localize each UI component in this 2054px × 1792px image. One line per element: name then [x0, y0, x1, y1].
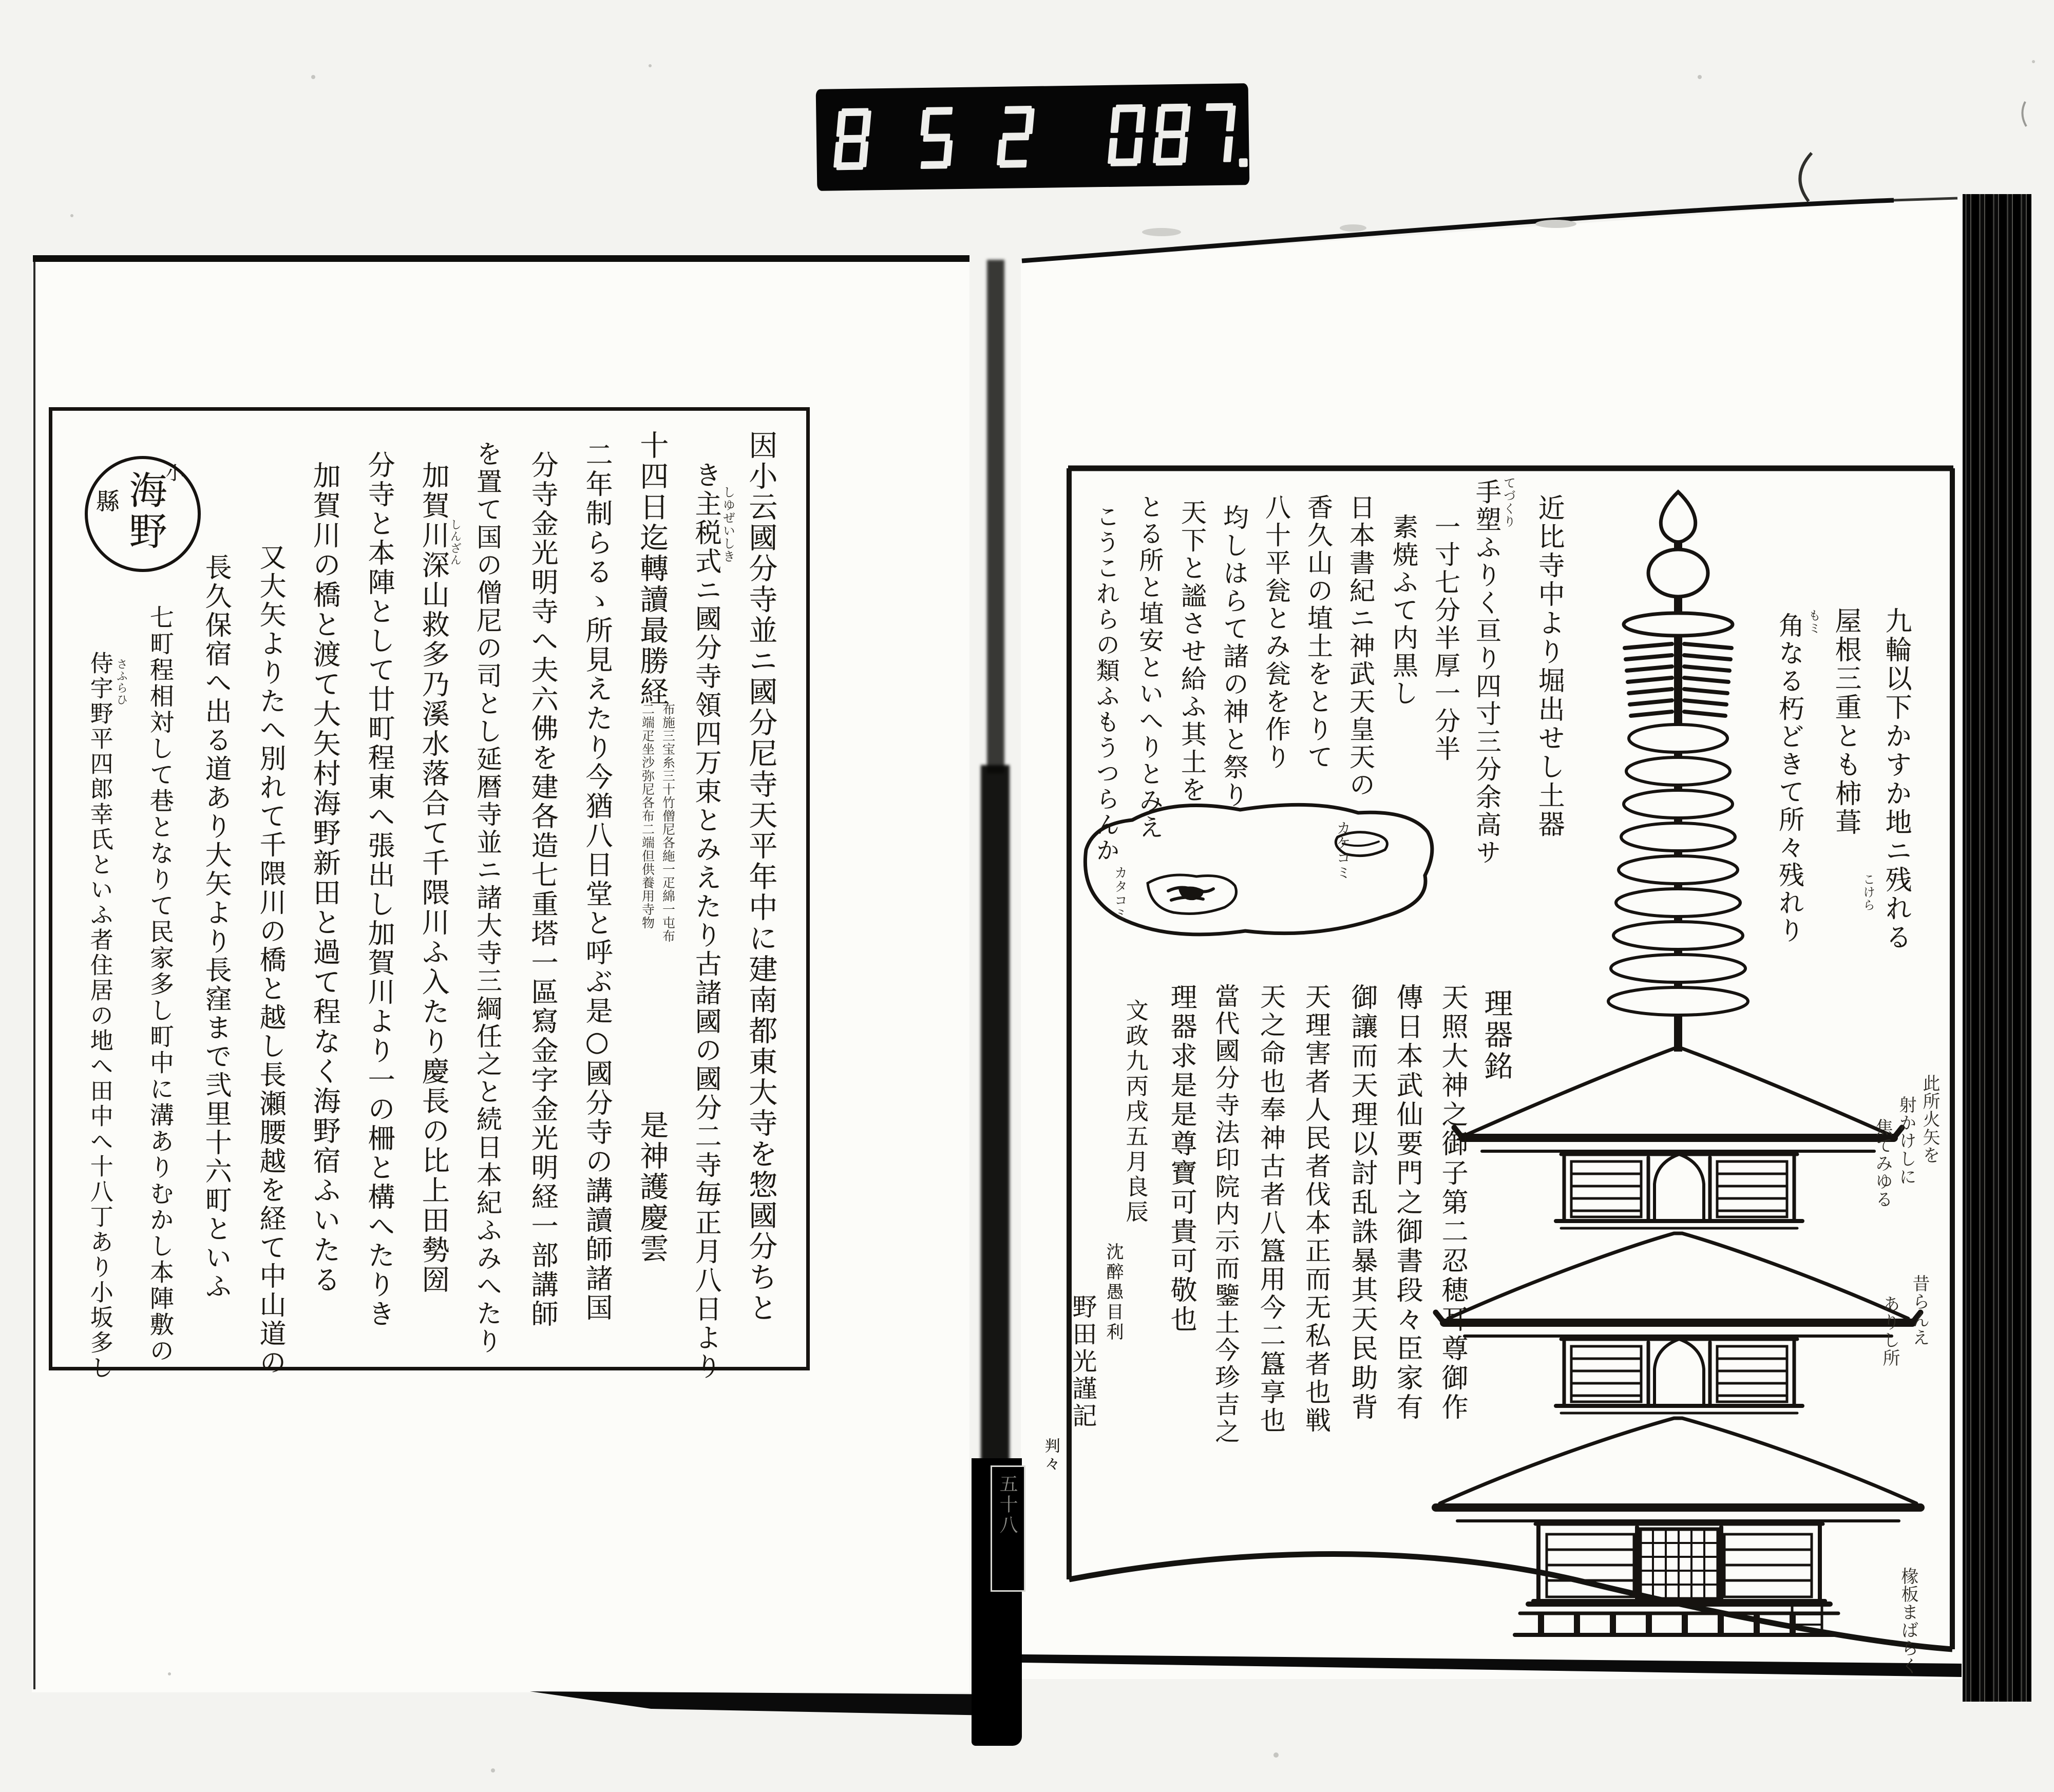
pottery-label-katakomi: カタコミ — [1112, 866, 1128, 921]
inscription-kao-mark: 判々 — [1041, 1438, 1060, 1474]
pagoda-note-old-railing-2: ありし所 — [1879, 1295, 1900, 1367]
doki-col-7: 八十平瓮とみ瓮を作り — [1261, 494, 1291, 771]
seal-name: 海野 — [123, 470, 167, 552]
text-column-8: 分寺と本陣として廿町程東へ張出し加賀川より一の柵と構へたりき — [364, 451, 395, 1329]
text-column-6: を置て国の僧尼の司とし延暦寺並ニ諸大寺三綱任之と続日本紀ふみへたり — [472, 441, 502, 1356]
counter-decimal-point — [1239, 158, 1248, 167]
inscription-col-6: 當代國分寺法印院内示而鑒土今珍吉之 — [1210, 983, 1240, 1446]
text-column-13: 侍宇野平四郎幸氏といふ者住居の地へ田中へ十八丁あり小坂多し — [86, 651, 113, 1381]
doki-col-11: こうこれらの類ふもうつらんか — [1092, 504, 1120, 864]
text-column-9: 加賀川の橋と渡て大矢村海野新田と過て程なく海野宿ふいたる — [309, 461, 341, 1295]
counter-digit — [1108, 104, 1146, 166]
pagoda-note-old-railing-1: 昔らんえ — [1909, 1274, 1930, 1346]
pagoda-note-fire-arrow-2: 射かけしに — [1896, 1096, 1917, 1186]
pottery-label-kakekomi: カケコミ — [1334, 821, 1352, 880]
pagoda-note-floorboards: 椽板まばらく — [1898, 1567, 1919, 1675]
counter-digit — [997, 106, 1035, 168]
text-column-11: 長久保宿へ出る道あり大矢より長窪まで弐里十六町といふ — [200, 554, 232, 1301]
inscription-col-1: 天照大神之御子第二忍穂耳尊御作 — [1437, 983, 1468, 1422]
doki-col-5: 日本書紀ニ神武天皇天の — [1345, 494, 1375, 799]
text-column-3-tail: 是神護慶雲 — [635, 1110, 669, 1264]
doki-col-10: とる所と埴安といへりとみえ — [1134, 494, 1164, 841]
inscription-appraiser: 沈醉愚目利 — [1103, 1243, 1124, 1343]
furigana-shuzeishiki: しゆぜいしき — [720, 486, 735, 563]
film-frame-counter — [816, 83, 1250, 191]
doki-col-1: 近比寺中より堀出せし土器 — [1533, 494, 1565, 839]
counter-digit — [1197, 103, 1236, 165]
gutter-page-number: 五十八 — [997, 1474, 1018, 1536]
seal-district-small: 小 — [163, 463, 184, 484]
pagoda-bulb — [1648, 549, 1708, 597]
text-column-3-head: 十四日迄轉讀最勝経 — [635, 430, 669, 708]
inscription-col-2: 傳日本武仙要門之御書段々臣家有 — [1392, 983, 1423, 1422]
inscription-date: 文政九丙戌五月良辰 — [1121, 999, 1148, 1225]
counter-digit — [833, 108, 872, 170]
pagoda-top-disc — [1624, 613, 1733, 636]
edge-curl-mark — [2022, 102, 2026, 126]
gutter-page-number-slip — [991, 1465, 1025, 1592]
inscription-col-3: 御讓而天理以討乱誅暴其天民助背 — [1346, 983, 1378, 1422]
text-column-7: 加賀川深山救多乃溪水落合て千隈川ふ入たり慶長の比上田勢圀 — [417, 461, 450, 1295]
inscription-col-4: 天理害者人民者伐本正而无私者也戦 — [1301, 983, 1331, 1435]
counter-digit — [1152, 104, 1191, 166]
text-column-5: 分寺金光明寺へ夫六佛を建各造七重塔一區寫金字金光明経一部講師 — [527, 451, 559, 1329]
counter-digit — [918, 107, 956, 169]
pagoda-note-fire-arrow-1: 此所火矢を — [1919, 1074, 1941, 1164]
text-column-1: 因小云國分寺並ニ國分尼寺天平年中に建南都東大寺を惣國分ちと — [744, 430, 778, 1324]
doki-col-2: 手塑ふりく亘り四寸三分余高サ — [1472, 479, 1501, 867]
page-gutter-shadow-top — [987, 260, 1004, 773]
page-gutter-shadow-mid — [981, 765, 1010, 1463]
pagoda-nine-rings — [1608, 725, 1748, 1015]
doki-col-6: 香久山の埴土をとりて — [1303, 494, 1333, 771]
furigana-kokera: こけら — [1860, 873, 1875, 911]
counter-display — [816, 83, 1250, 191]
finial-note-col-3: 角なる朽どきて所々残れり — [1775, 612, 1804, 945]
furigana-shinzan: しんざん — [448, 519, 462, 566]
text-column-12: 七町程相対して巷となりて民家多し町中に溝ありむかし本陣敷の — [145, 605, 174, 1364]
interlinear-note-right: 布施三宝糸三十竹僧尼各絁一疋綿一屯布 — [660, 702, 676, 943]
finial-note-col-1: 九輪以下かすか地ニ残れる — [1880, 607, 1912, 952]
inscription-col-7: 理器求是是尊寶可貴可敬也 — [1166, 983, 1197, 1335]
doki-col-4: 素焼ふて内黒し — [1389, 513, 1418, 708]
left-page-top-edge — [33, 255, 969, 262]
text-column-4: 二年制らるゝ所見えたり今猶八日堂と呼ぶ是○國分寺の講讀師諸国 — [581, 441, 613, 1323]
inscription-title: 理器銘 — [1479, 988, 1513, 1082]
doki-col-3: 一寸七分半厚一分半 — [1431, 513, 1460, 763]
book-fore-edge — [1963, 194, 2031, 1702]
text-column-10: 又大矢よりたへ別れて千隈川の橋と越し長瀬腰越を経て中山道の — [255, 543, 286, 1377]
pagoda-hoju-jewel — [1661, 492, 1695, 542]
inscription-col-5: 天之命也奉神古者八簋用今二簋享也 — [1256, 983, 1286, 1435]
seal-district-suffix: 縣 — [92, 489, 120, 514]
pagoda-note-fire-arrow-3: 焦てみゆる — [1872, 1118, 1893, 1208]
doki-col-8: 均しはらて諸の神と祭り — [1219, 504, 1249, 809]
furigana-saburai: さふらひ — [115, 658, 128, 706]
interlinear-note-left: 二端疋坐沙弥尼各布二端但供養用寺物 — [640, 702, 655, 929]
finial-note-col-2: 屋根三重とも柿葺 — [1830, 607, 1861, 837]
furigana-momi: もミ — [1806, 609, 1821, 635]
text-column-2: き主税式ニ國分寺領四万束とみえたり古諸國の國分二寺毎正月八日より — [690, 461, 721, 1381]
inscription-signature: 野田光謹記 — [1068, 1294, 1097, 1430]
page-curl-mark — [1800, 153, 1812, 201]
doki-col-9: 天下と謐させ給ふ其土を — [1177, 499, 1207, 804]
furigana-tezukuri: てづくり — [1501, 476, 1516, 528]
